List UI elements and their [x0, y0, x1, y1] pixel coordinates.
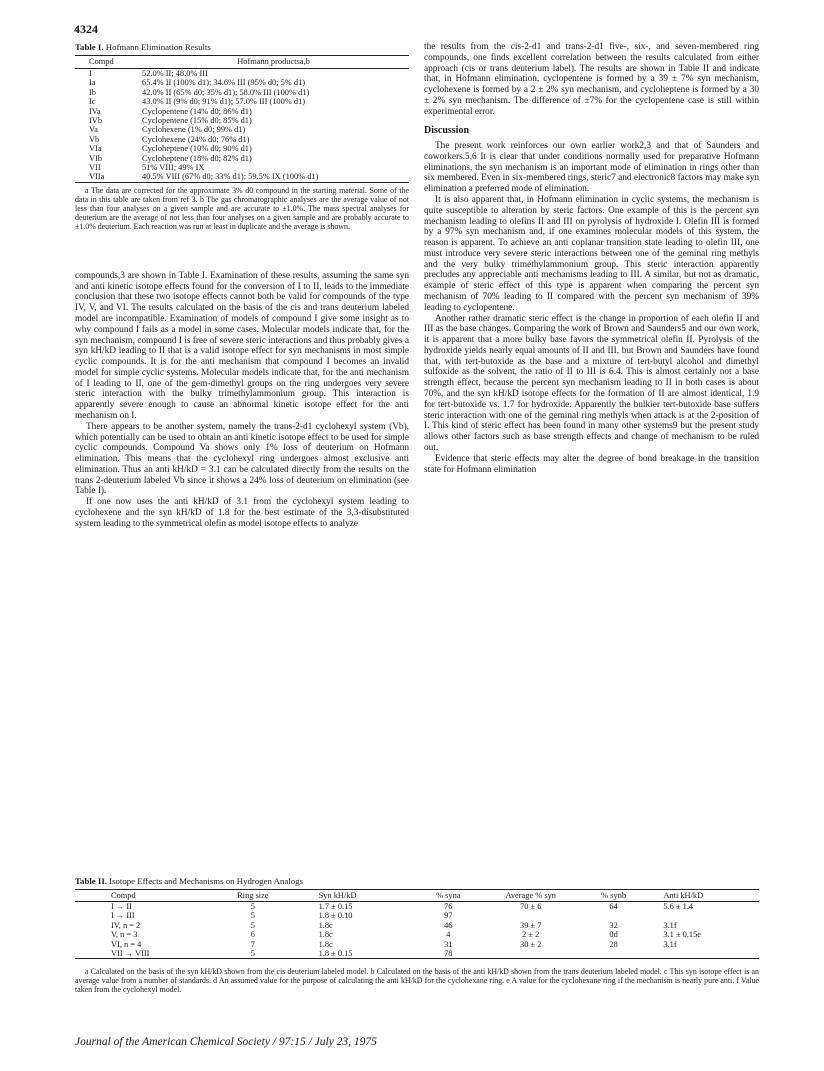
table1-cell-products: 42.0% II (65% d0; 35% d1); 58.0% III (100% d1) [142, 87, 310, 97]
table2-cell-ring-size: 5 [250, 902, 255, 911]
table2-cell-syn-kh-kd: 1.8c [318, 930, 333, 940]
table2-cell-pct-syn-a: 76 [444, 902, 453, 911]
table2-cell-ring-size: 5 [250, 920, 255, 930]
table1-cell-products: Cyclopentene (15% d0; 85% d1) [142, 115, 252, 125]
left-column [75, 42, 409, 530]
paragraph: There appears to be another system, namely the trans-2-d1 cyclohexyl system (Vb), which potentially can be used to obtain an anti kinetic isotope effect to be used for simple cyclic compounds. Compound Va shows only 1% loss of deuterium on Hofmann elimination. This means that the cyclohexyl ring undergoes almost exclusive anti elimination. Thus an anti kH/kD = 3.1 can be calculated directly from the results on the trans 2-deuterium labeled Vb since it shows a 24% loss of deuterium on elimination (see Table I). [75, 421, 409, 497]
table1-cell-products: 65.4% II (100% d1); 34.6% III (95% d0; 5% d1) [142, 78, 306, 88]
table1-cell-compd: VIIa [89, 172, 105, 182]
table2 [75, 889, 759, 959]
table2-label: Table II. [75, 876, 107, 886]
table-row [75, 78, 409, 87]
table-row [75, 116, 409, 125]
table-row [75, 107, 409, 116]
table-row [75, 163, 409, 172]
table2-cell-average-syn: 39 ± 7 [520, 920, 542, 930]
right-column [424, 42, 759, 475]
table1-cell-products: Cycloheptene (10% d0; 90% d1) [142, 144, 252, 154]
table-row [75, 68, 409, 78]
table2-cell-anti-kh-kd [643, 949, 759, 959]
table2-cell-anti-kh-kd: 3.1 ± 0.15e [663, 930, 702, 940]
left-body-text [75, 271, 409, 530]
table1-cell-products: 51% VIII; 49% IX [142, 163, 205, 173]
table2-title-text: Isotope Effects and Mechanisms on Hydrogen Analogs [109, 876, 303, 886]
table1-label: Table I. [75, 42, 104, 52]
paragraph: Another rather dramatic steric effect is the change in proportion of each olefin II and III as the base changes. Comparing the work of Brown and Saunders5 and our own work, it is apparent that a more bulky base favors the symmetrical olefin II. Pyrolysis of the hydroxide yields nearly equal amounts of II and III, but Brown and Saunders have found that, with tert-butoxide as the base and a mixture of tert-butyl alcohol and dimethyl sulfoxide as the solvent, the ratio of II to III is 6.4. This is almost certainly not a base strength effect, because the percent syn mechanism leading to II in both cases is about 70%, and the syn kH/kD isotope effects for the formation of II are almost identical, 1.9 for tert-butoxide vs. 1.7 for hydroxide. Apparently the bulkier tert-butoxide base suffers steric interaction with one of the geminal ring methyls when attack is at the 2-position of I. This kind of steric effect has been found in many other systems9 but the present study allows other factors such as base strength effects and change of mechanism to be ruled out. [424, 313, 759, 453]
table2-cell-compd: V, n = 3 [111, 930, 138, 940]
table2-cell-compd: VI, n = 4 [111, 939, 142, 949]
table1-cell-compd: VIb [89, 153, 103, 163]
table2-cell-ring-size: 6 [250, 930, 255, 940]
table2-cell-average-syn: 30 ± 2 [520, 939, 542, 949]
table2-header: % synb [601, 891, 627, 900]
table2-cell-compd: IV, n = 2 [111, 920, 141, 930]
table2-cell-compd: VII → VIII [111, 949, 150, 959]
table1-header-compd: Compd [89, 57, 114, 67]
table2-cell-pct-syn-b: 28 [609, 939, 618, 949]
table-row [75, 940, 759, 949]
table2-header: Compd [111, 891, 136, 900]
table-row [75, 154, 409, 163]
table2-cell-syn-kh-kd: 1.7 ± 0.15 [318, 902, 353, 911]
paragraph: The present work reinforces our own earlier work2,3 and that of Saunders and coworkers.5,6 It is clear that under conditions normally used for preparative Hofmann eliminations, the syn mechanism is an important mode of elimination in rings other than six membered. Even in six-membered rings, steric7 and electronic8 factors may make syn elimination a preferred mode of elimination. [424, 141, 759, 195]
paragraph: If one now uses the anti kH/kD of 3.1 from the cyclohexyl system leading to cyclohexene and the syn kH/kD of 1.8 for the best estimate of the 3,3-disubstituted system leading to the symmetrical olefin as model isotope effects to analyze [75, 497, 409, 529]
table-row [75, 911, 759, 920]
table-row [75, 949, 759, 959]
table2-cell-anti-kh-kd: 3.1f [663, 920, 677, 930]
table2-footnotes [75, 967, 759, 994]
table2-cell-pct-syn-a: 46 [444, 920, 453, 930]
table2-cell-syn-kh-kd: 1.8 ± 0.15 [318, 949, 353, 959]
table2-cell-ring-size: 5 [250, 949, 255, 959]
table2-cell-compd: I → II [111, 902, 132, 911]
paragraph: the results from the cis-2-d1 and trans-2-d1 five-, six-, and seven-membered ring compounds, one finds excellent correlation between the results calculated from either approach (cis or trans deuterium label). The results are shown in Table II and indicate that, in Hofmann elimination, cyclopentene is formed by a 39 ± 7% syn mechanism, cyclohexene is formed by a 2 ± 2% syn mechanism, and cycloheptene is formed by a 30 ± 2% syn mechanism. The difference of ±7% for the cyclopentene case is still within experimental error. [424, 42, 759, 117]
table-row [75, 172, 409, 182]
table2-header: Average % syn [505, 891, 556, 900]
table2-cell-average-syn [478, 911, 584, 920]
table2-cell-ring-size: 5 [250, 911, 255, 921]
table2-title [75, 876, 759, 886]
table2-cell-average-syn [478, 949, 584, 959]
table1-cell-compd: Vb [89, 134, 100, 144]
table2-cell-compd: I → III [111, 911, 135, 921]
paragraph: Evidence that steric effects may alter the degree of bond breakage in the transition state for Hofmann elimination [424, 453, 759, 475]
table2-cell-pct-syn-a: 31 [444, 939, 453, 949]
table1-cell-products: 52.0% II; 48.0% III [142, 68, 208, 78]
table1-cell-compd: IVb [89, 115, 103, 125]
table1-cell-products: Cycloheptene (18% d0; 82% d1) [142, 153, 252, 163]
paragraph: compounds,3 are shown in Table I. Examination of these results, assuming the same syn and anti kinetic isotope effects found for the conversion of I to II, leads to the immediate conclusion that these two isotope effects cannot both be valid for compounds of the type IV, V, and VI. The results calculated on the basis of the cis and trans deuterium labeled model are incompatible. Examination of models of compound I give some insight as to why compound I fails as a model in some cases. Molecular models indicate that, for the syn mechanism, compound I is free of severe steric interactions and thus probably gives a syn kH/kD leading to II that is a valid isotope effect for syn mechanisms in most simple cyclic compounds. It is for the anti mechanism that compound I becomes an invalid model for simple cyclic systems. Molecular models indicate that, for the anti mechanism of I leading to II, one of the gem-dimethyl groups on the ring undergoes very severe steric interaction with the bulky trimethylammonium group. This interaction is apparently severe enough to cause an abnormal kinetic isotope effect for the anti mechanism on I. [75, 270, 409, 421]
table2-cell-anti-kh-kd [643, 911, 759, 920]
table2-cell-pct-syn-a: 78 [444, 949, 453, 959]
table2-cell-pct-syn-b: 32 [609, 920, 618, 930]
table1-cell-compd: I [89, 68, 92, 78]
table1-cell-products: Cyclopentene (14% d0; 86% d1) [142, 106, 252, 116]
table2-cell-pct-syn-b: 0d [609, 930, 618, 940]
paragraph: It is also apparent that, in Hofmann elimination in cyclic systems, the mechanism is quite susceptible to alteration by steric factors. One example of this is the percent syn mechanism leading to olefins II and III on pyrolysis of hydroxide I. Olefin III is formed by a 97% syn mechanism and, if one examines molecular models of this system, the reason is apparent. To achieve an anti coplanar transition state leading to olefin III, one must introduce very severe steric interactions between one of the geminal ring methyls and the very bulky trimethylammonium group. This steric interaction apparently precludes any appreciable anti mechanisms leading to III. A similar, but not as dramatic, example of steric effect of this type is apparent when comparing the percent syn mechanism of 70% leading to II compared with the percent syn mechanism of 39% leading to cyclopentene. [424, 194, 759, 313]
table2-cell-anti-kh-kd: 3.1f [663, 939, 677, 949]
table2-cell-syn-kh-kd: 1.8c [318, 920, 333, 930]
table-row [75, 97, 409, 106]
table-row [75, 144, 409, 153]
table1-cell-products: Cyclohexene (24% d0; 76% d1) [142, 134, 250, 144]
table1-cell-products: 40.5% VIII (67% d0; 33% d1); 59.5% IX (100% d1) [142, 172, 319, 182]
table1-cell-compd: Ia [89, 78, 96, 88]
table1-cell-compd: Va [89, 125, 98, 135]
table1 [75, 55, 409, 183]
table-row [75, 921, 759, 930]
table2-header: Ring size [237, 891, 269, 900]
table2-cell-pct-syn-b: 64 [609, 902, 618, 911]
table-row [75, 125, 409, 134]
table2-cell-pct-syn-b [584, 949, 644, 959]
table2-cell-ring-size: 7 [250, 939, 255, 949]
table1-cell-products: 43.0% II (9% d0; 91% d1); 57.0% III (100% d1) [142, 97, 306, 107]
table1-title-text: Hofmann Elimination Results [105, 42, 211, 52]
table2-header: Syn kH/kD [318, 891, 357, 900]
table-row [75, 902, 759, 912]
table1-cell-compd: IVa [89, 106, 101, 116]
table1-cell-compd: VIa [89, 144, 102, 154]
table1-header-products: Hofmann productsa,b [237, 57, 310, 67]
table1-cell-compd: Ic [89, 97, 96, 107]
section-heading-discussion: Discussion [424, 125, 470, 137]
page-number: 4324 [74, 22, 98, 36]
table2-cell-average-syn: 2 ± 2 [522, 930, 540, 940]
journal-footer: Journal of the American Chemical Society / 97:15 / July 23, 1975 [75, 1036, 377, 1048]
table-row [75, 88, 409, 97]
table1-cell-compd: VII [89, 163, 101, 173]
table2-cell-pct-syn-b [584, 911, 644, 920]
table-row [75, 930, 759, 939]
table2-cell-anti-kh-kd: 5.6 ± 1.4 [663, 902, 694, 911]
table2-footnote: a Calculated on the basis of the syn kH/kD shown from the cis deuterium labeled model. b Calculated on the basis of the anti kH/kD shown from the trans deuterium labeled model. c This syn isotope effect is an average value from a number of standards. d An assumed value for the purpose of calculating the anti kH/kD for the cyclohexane ring. e A value for the cyclohexane ring if the mechanism is nearly pure anti. f Value taken from the cyclohexyl model. [75, 967, 759, 995]
table1-title [75, 42, 409, 52]
table2-block [75, 876, 759, 1034]
table2-header: Anti kH/kD [663, 891, 704, 900]
table2-cell-average-syn: 70 ± 6 [520, 902, 542, 911]
table2-cell-pct-syn-a: 97 [444, 911, 453, 921]
table1-cell-compd: Ib [89, 87, 96, 97]
table2-header: % syna [436, 891, 461, 900]
table2-cell-syn-kh-kd: 1.8 ± 0.10 [318, 911, 353, 921]
table2-cell-syn-kh-kd: 1.8c [318, 939, 333, 949]
table1-footnotes [75, 186, 409, 231]
table-row [75, 135, 409, 144]
table1-cell-products: Cyclohexene (1% d0; 99% d1) [142, 125, 246, 135]
table2-cell-pct-syn-a: 4 [446, 930, 451, 940]
table1-footnote: a The data are corrected for the approximate 3% d0 compound in the starting material. Some of the data in this table are taken from ref 3. b The gas chromatographic analyses are the average value of not less than four analyses on a given sample and are accurate to ±1.0%. The mass spectral analyses for deuterium are the average of not less than four analyses on a given sample and are probably accurate to ±1.0% deuterium. Each reaction was run at least in duplicate and the average is shown. [75, 185, 409, 231]
